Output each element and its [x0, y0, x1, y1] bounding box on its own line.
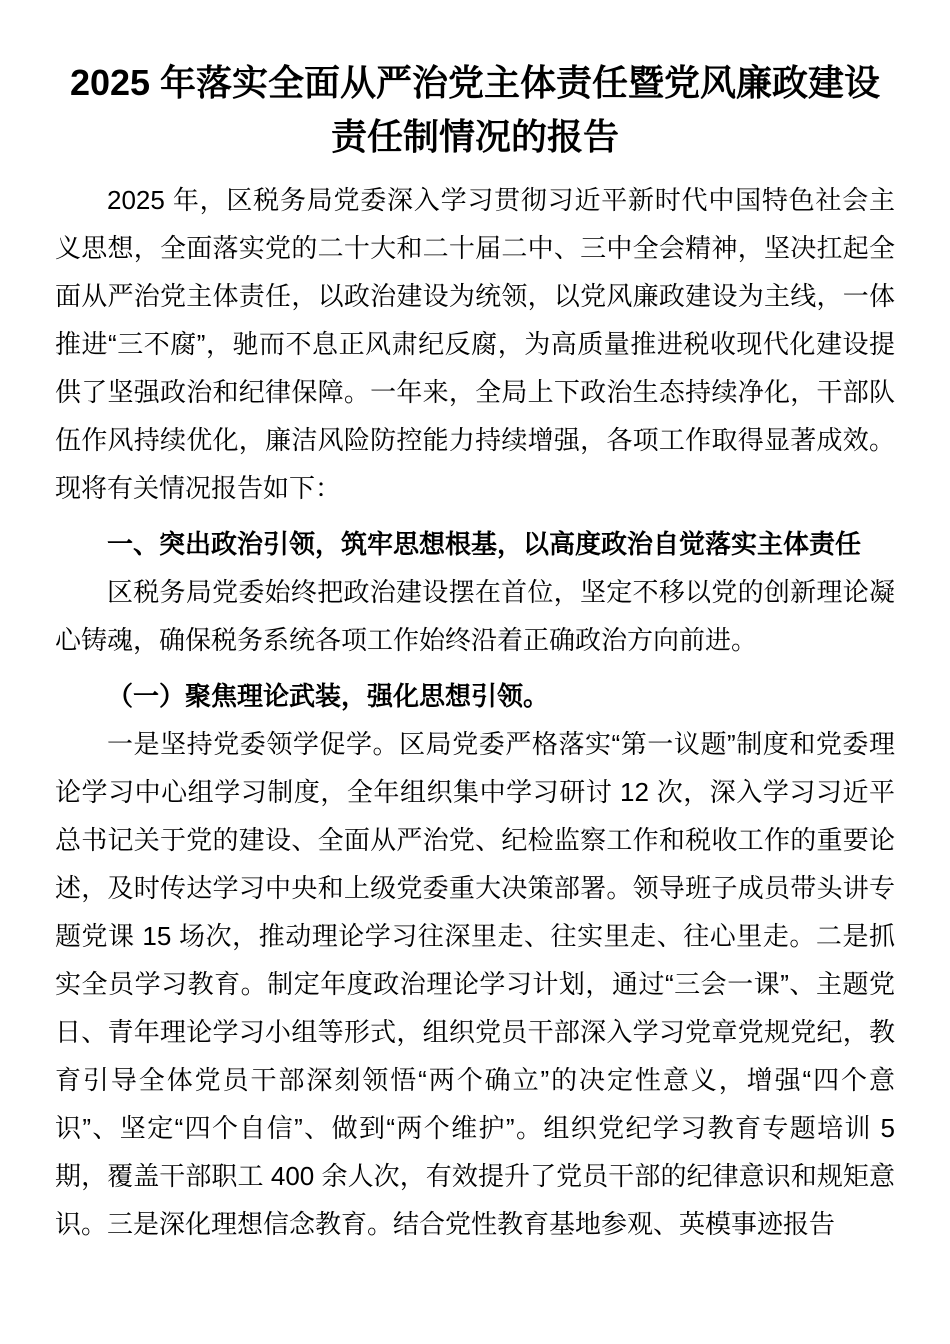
section-heading-1: 一、突出政治引领，筑牢思想根基，以高度政治自觉落实主体责任	[107, 529, 862, 559]
subsection-paragraph-1-1: 一是坚持党委领学促学。区局党委严格落实“第一议题”制度和党委理论学习中心组学习制度，全年组织集中学习研讨 12 次，深入学习习近平总书记关于党的建设、全面从严治党、纪检监察工作和税收工作的重要论述，及时传达学习中央和上级党委重大决策部署。领导班子成员带头讲专题党课 15 场次，推动理论学习往深里走、往实里走、往心里走。二是抓实全员学习教育。制定年度政治理论学习计划，通过“三会一课”、主题党日、青年理论学习小组等形式，组织党员干部深入学习党章党规党纪，教育引导全体党员干部深刻领悟“两个确立”的决定性意义，增强“四个意识”、坚定“四个自信”、做到“两个维护”。组织党纪学习教育专题培训 5 期，覆盖干部职工 400 余人次，有效提升了党员干部的纪律意识和规矩意识。三是深化理想信念教育。结合党性教育基地参观、英模事迹报告	[55, 729, 895, 1239]
intro-paragraph: 2025 年，区税务局党委深入学习贯彻习近平新时代中国特色社会主义思想，全面落实党的二十大和二十届二中、三中全会精神，坚决扛起全面从严治党主体责任，以政治建设为统领，以党风廉政建设为主线，一体推进“三不腐”，驰而不息正风肃纪反腐，为高质量推进税收现代化建设提供了坚强政治和纪律保障。一年来，全局上下政治生态持续净化，干部队伍作风持续优化，廉洁风险防控能力持续增强，各项工作取得显著成效。现将有关情况报告如下：	[55, 185, 895, 503]
subsection-heading-1-1: （一）聚焦理论武装，强化思想引领。	[107, 681, 550, 711]
document-title: 2025 年落实全面从严治党主体责任暨党风廉政建设责任制情况的报告	[69, 62, 881, 157]
section1-lead-paragraph: 区税务局党委始终把政治建设摆在首位，坚定不移以党的创新理论凝心铸魂，确保税务系统各项工作始终沿着正确政治方向前进。	[55, 577, 895, 655]
